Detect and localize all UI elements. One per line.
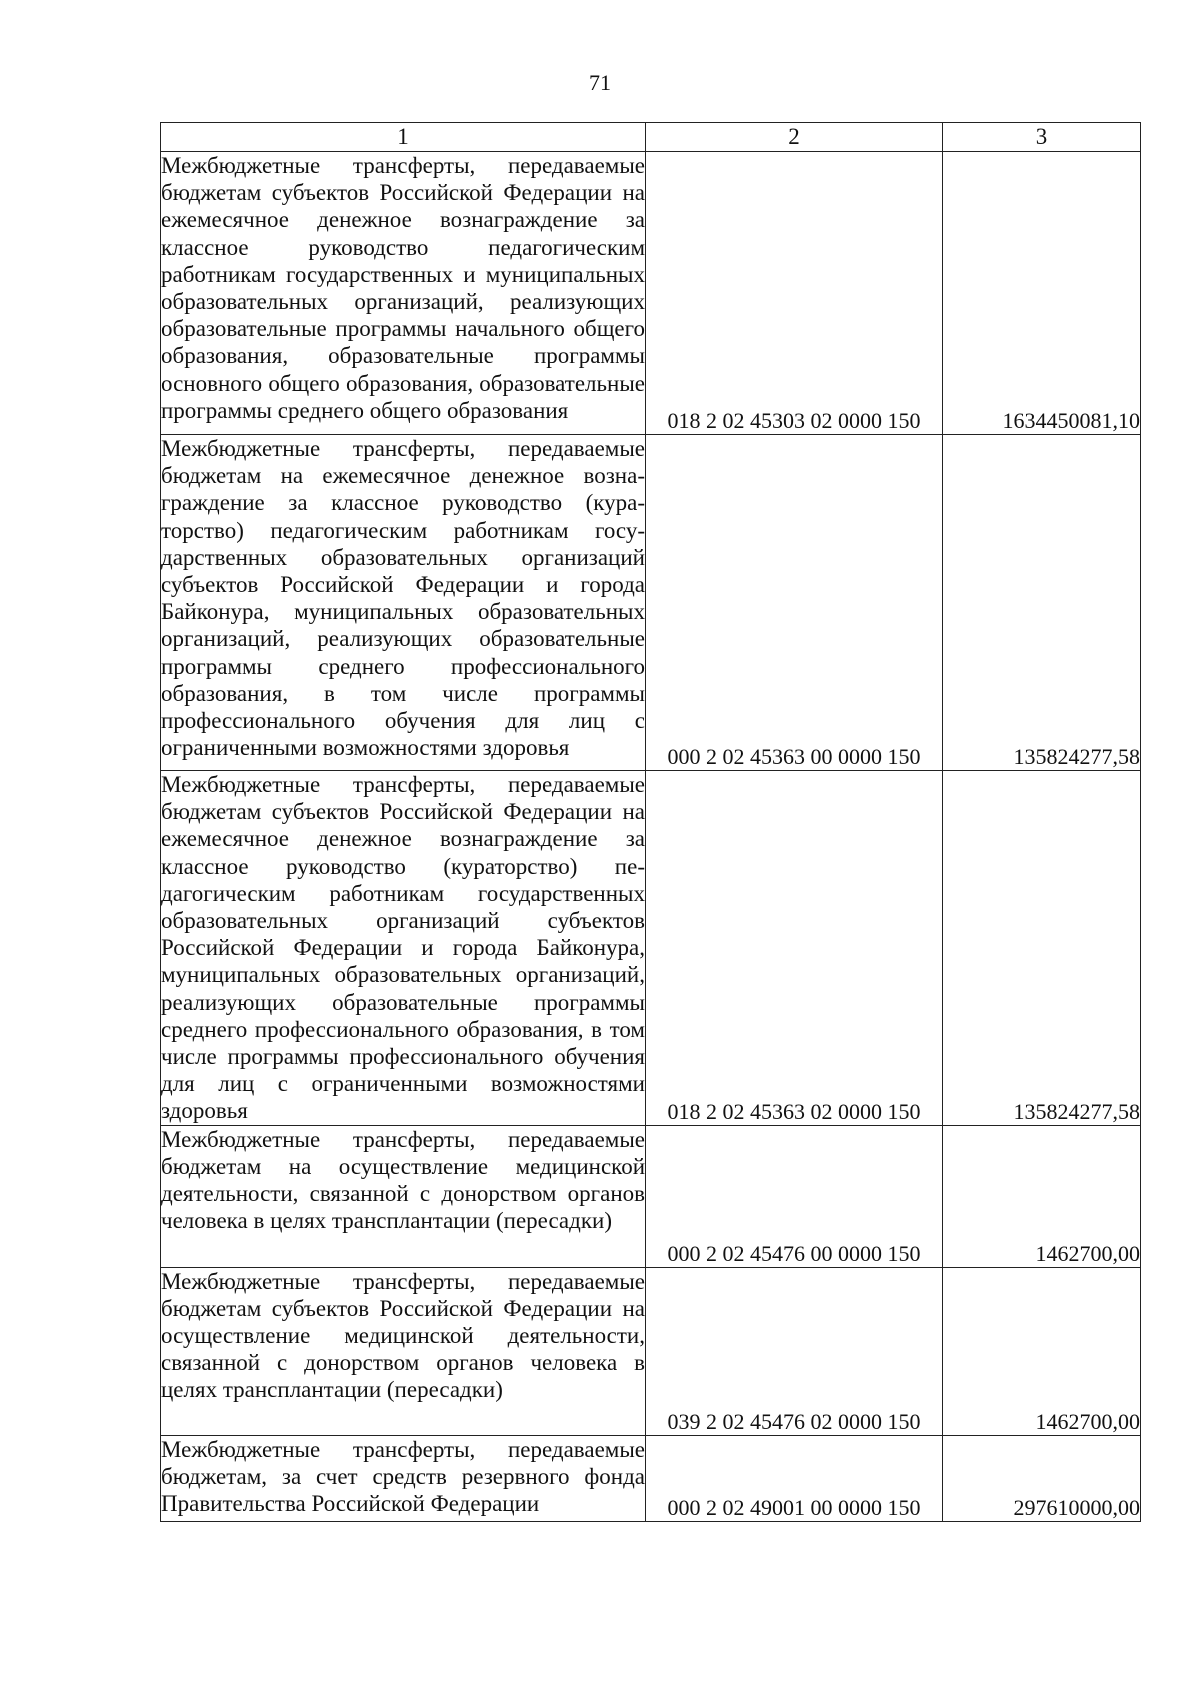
row-code: 000 2 02 49001 00 0000 150 bbox=[646, 1435, 943, 1521]
column-header-3: 3 bbox=[943, 123, 1141, 152]
row-description: Межбюджетные трансферты, передаваемые бюджетам, за счет средств резервного фонда Правительства Российской Федерации bbox=[161, 1435, 646, 1521]
row-code: 018 2 02 45303 02 0000 150 bbox=[646, 152, 943, 435]
row-description: Межбюджетные трансферты, передаваемые бюджетам субъектов Российской Федерации на осуществление медицинской деятельности, связанной с донорством органов человека в целях трансплантации (пересадки) bbox=[161, 1267, 646, 1435]
page-number: 71 bbox=[589, 70, 611, 95]
budget-table bbox=[160, 122, 1141, 1522]
row-code: 000 2 02 45363 00 0000 150 bbox=[646, 435, 943, 771]
row-amount: 1462700,00 bbox=[943, 1267, 1141, 1435]
table-row bbox=[161, 1267, 1141, 1435]
row-code: 018 2 02 45363 02 0000 150 bbox=[646, 771, 943, 1126]
row-code: 000 2 02 45476 00 0000 150 bbox=[646, 1125, 943, 1267]
row-amount: 297610000,00 bbox=[943, 1435, 1141, 1521]
table-row bbox=[161, 435, 1141, 771]
table-row bbox=[161, 152, 1141, 435]
table-row bbox=[161, 771, 1141, 1126]
column-header-1: 1 bbox=[161, 123, 646, 152]
row-description: Межбюджетные трансферты, передаваемые бюджетам субъектов Российской Федерации на ежемесячное денежное вознаграждение за классное руководство (кураторство) педагогическим работникам государственных образовательных организаций субъектов Российской Федерации и города Байконура, муниципальных образовательных организаций, реализующих образовательные программы среднего профессионального образования, в том числе программы профессионального обучения для лиц с ограниченными возможностями здоровья bbox=[161, 772, 645, 1124]
row-amount: 1634450081,10 bbox=[943, 152, 1141, 435]
row-description: Межбюджетные трансферты, передаваемые бюджетам на осуществление медицинской деятельности, связанной с донорством органов человека в целях трансплантации (пересадки) bbox=[161, 1125, 646, 1267]
row-amount: 135824277,58 bbox=[943, 435, 1141, 771]
row-description: Межбюджетные трансферты, передаваемые бюджетам субъектов Российской Федерации на ежемесячное денежное вознаграждение за классное руководство педагогическим работникам государственных и муниципальных образовательных организаций, реализующих образовательные программы начального общего образования, образовательные программы основного общего образования, образовательные программы среднего общего образования bbox=[161, 152, 646, 435]
row-amount: 1462700,00 bbox=[943, 1125, 1141, 1267]
table-row bbox=[161, 1125, 1141, 1267]
row-code: 039 2 02 45476 02 0000 150 bbox=[646, 1267, 943, 1435]
table-row bbox=[161, 1435, 1141, 1521]
row-amount: 135824277,58 bbox=[943, 771, 1141, 1126]
table-header-row bbox=[161, 123, 1141, 152]
row-description: Межбюджетные трансферты, передаваемые бюджетам на ежемесячное денежное вознаграждение за классное руководство (кураторство) педагогическим работникам государственных образовательных организаций субъектов Российской Федерации и города Байконура, муниципальных образовательных организаций, реализующих образовательные программы среднего профессионального образования, в том числе программы профессионального обучения для лиц с ограниченными возможностями здоровья bbox=[161, 435, 646, 771]
column-header-2: 2 bbox=[646, 123, 943, 152]
